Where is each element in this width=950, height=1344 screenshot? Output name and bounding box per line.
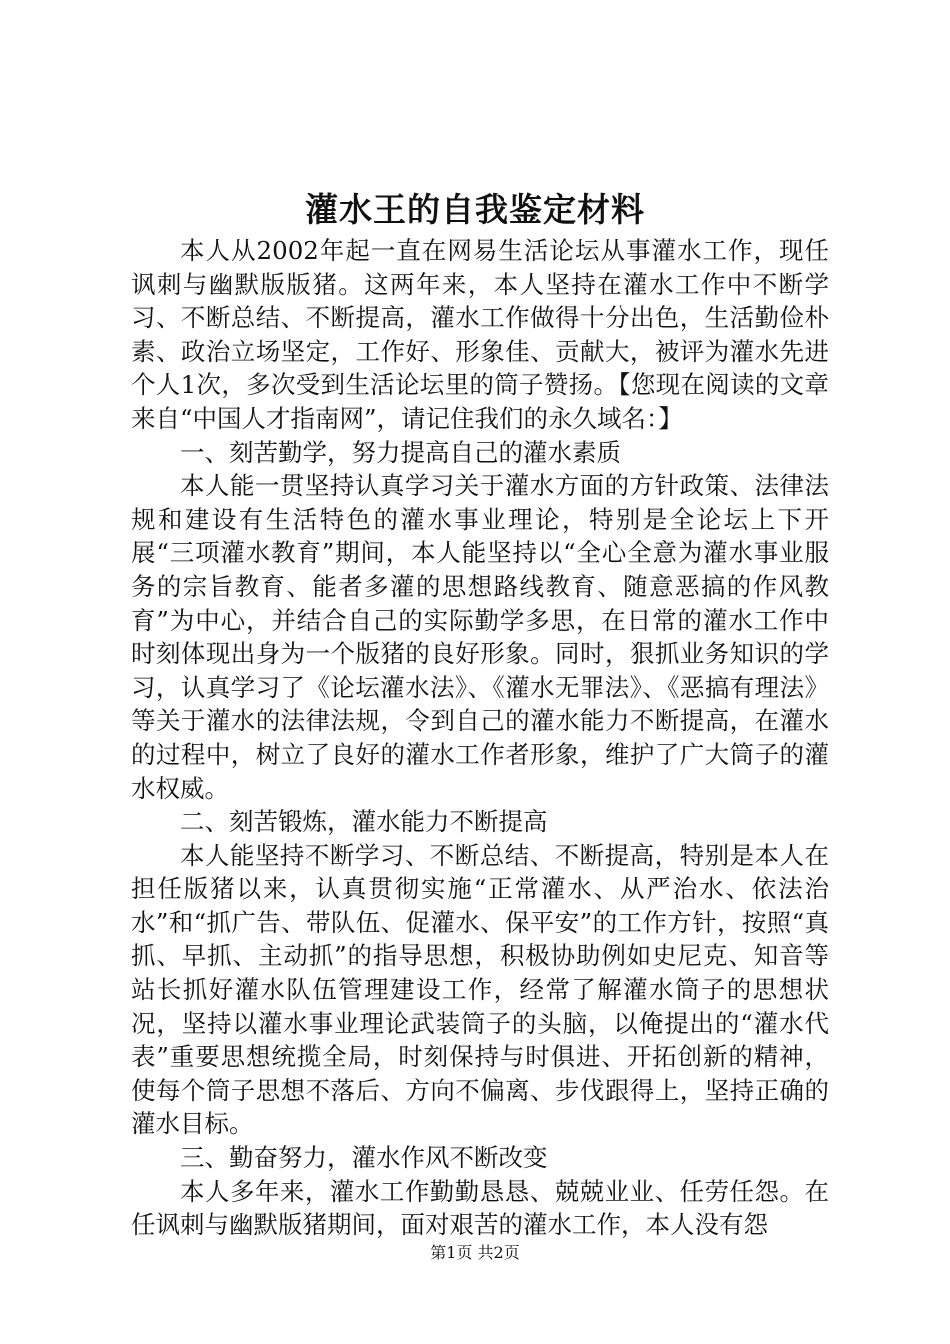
section-heading-1: 一、刻苦勤学，努力提高自己的灌水素质 xyxy=(180,437,621,467)
section-heading-2: 二、刻苦锻炼，灌水能力不断提高 xyxy=(180,807,548,837)
document-body xyxy=(131,234,829,1242)
page-number: 第1页 共2页 xyxy=(430,1243,520,1262)
section-heading-3: 三、勤奋努力，灌水作风不断改变 xyxy=(180,1143,548,1173)
paragraph-section-1: 本人能一贯坚持认真学习关于灌水方面的方针政策、法律法规和建设有生活特色的灌水事业理论，特别是全论坛上下开展“三项灌水教育”期间，本人能坚持以“全心全意为灌水事业服务的宗旨教育、能者多灌的思想路线教育、随意恶搞的作风教育”为中心，并结合自己的实际勤学多思，在日常的灌水工作中时刻体现出身为一个版猪的良好形象。同时，狠抓业务知识的学习，认真学习了《论坛灌水法》、《灌水无罪法》、《恶搞有理法》等关于灌水的法律法规，令到自己的灌水能力不断提高，在灌水的过程中，树立了良好的灌水工作者形象，维护了广大筒子的灌水权威。 xyxy=(131,471,829,803)
paragraph-intro: 本人从2002年起一直在网易生活论坛从事灌水工作，现任讽刺与幽默版版猪。这两年来，本人坚持在灌水工作中不断学习、不断总结、不断提高，灌水工作做得十分出色，生活勤俭朴素、政治立场坚定，工作好、形象佳、贡献大，被评为灌水先进个人1次，多次受到生活论坛里的筒子赞扬。【您现在阅读的文章来自“中国人才指南网”，请记住我们的永久域名：】 xyxy=(131,236,829,433)
document-title: 灌水王的自我鉴定材料 xyxy=(305,190,645,229)
paragraph-section-2: 本人能坚持不断学习、不断总结、不断提高，特别是本人在担任版猪以来，认真贯彻实施“正常灌水、从严治水、依法治水”和“抓广告、带队伍、促灌水、保平安”的工作方针，按照“真抓、早抓、主动抓”的指导思想，积极协助例如史尼克、知音等站长抓好灌水队伍管理建设工作，经常了解灌水筒子的思想状况，坚持以灌水事业理论武装筒子的头脑，以俺提出的“灌水代表”重要思想统揽全局，时刻保持与时俱进、开拓创新的精神，使每个筒子思想不落后、方向不偏离、步伐跟得上，坚持正确的灌水目标。 xyxy=(131,840,829,1139)
paragraph-section-3: 本人多年来，灌水工作勤勤恳恳、兢兢业业、任劳任怨。在任讽刺与幽默版猪期间，面对艰苦的灌水工作，本人没有怨 xyxy=(131,1176,829,1240)
